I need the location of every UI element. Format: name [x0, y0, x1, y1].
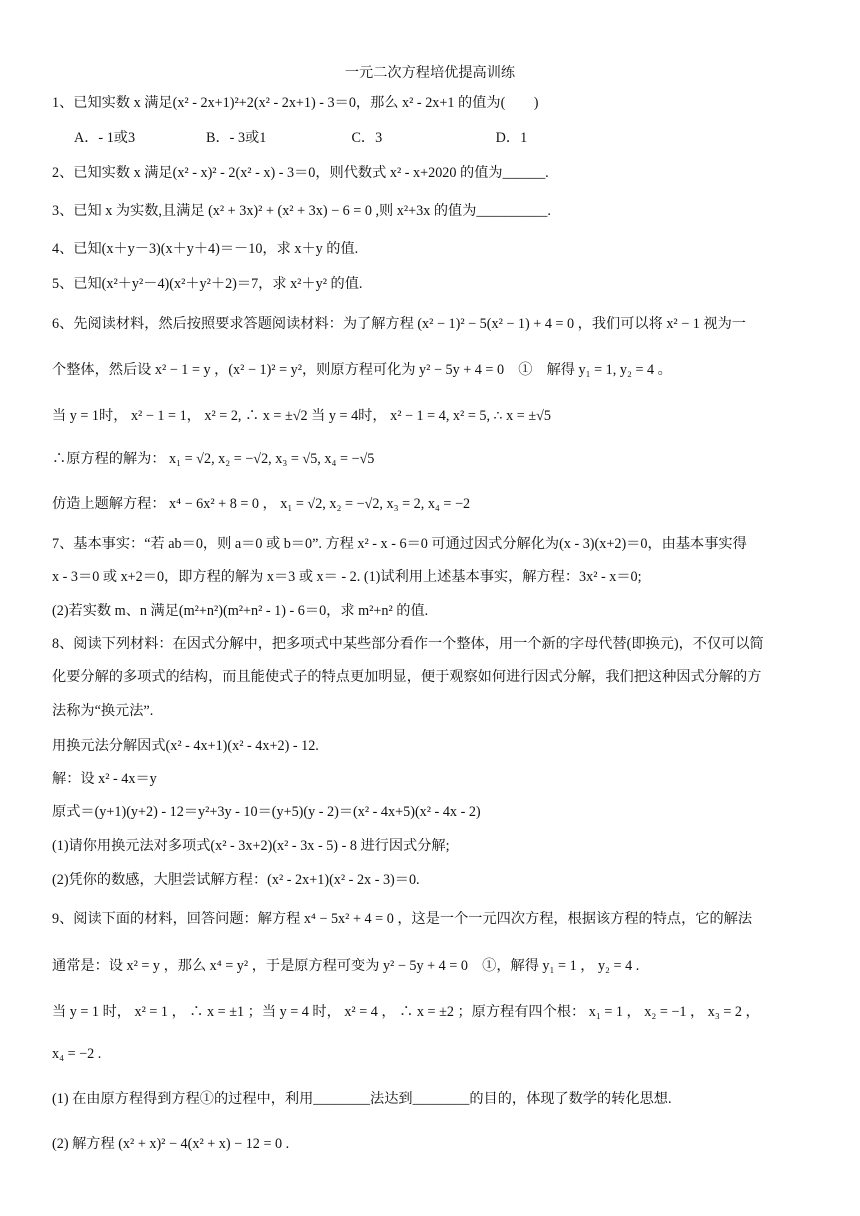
question-8-line-2: 化要分解的多项式的结构，而且能使式子的特点更加明显，便于观察如何进行因式分解，我们把这种因式分解的方 — [52, 669, 762, 685]
question-1-options: A．- 1或3 B．- 3或1 C．3 D．1 — [74, 130, 528, 146]
question-9-line-1: 9、阅读下面的材料，回答问题：解方程 x⁴ − 5x² + 4 = 0 ，这是一个一元四次方程，根据该方程的特点，它的解法 — [52, 911, 753, 927]
question-6-line-4: ∴原方程的解为： x₁ = √2, x₂ = −√2, x₃ = √5, x₄ = −√5 — [52, 451, 375, 467]
question-4: 4、已知(x＋y－3)(x＋y＋4)＝－10，求 x＋y 的值. — [52, 241, 359, 257]
question-9-line-4: x₄ = −2 . — [52, 1046, 102, 1062]
question-7-line-2: x - 3＝0 或 x+2＝0，即方程的解为 x＝3 或 x＝ - 2. (1)试利用上述基本事实，解方程：3x² - x＝0; — [52, 569, 642, 585]
question-9-line-3: 当 y = 1 时， x² = 1 ， ∴ x = ±1 ；当 y = 4 时， x² = 4 ， ∴ x = ±2 ；原方程有四个根： x₁ = 1 ， x₂ = −1 ， x₃ = 2 ， — [52, 1004, 760, 1020]
question-7-line-1: 7、基本事实：“若 ab＝0，则 a＝0 或 b＝0”. 方程 x² - x - 6＝0 可通过因式分解化为(x - 3)(x+2)＝0，由基本事实得 — [52, 536, 747, 552]
question-9-line-2: 通常是：设 x² = y ，那么 x⁴ = y² ，于是原方程可变为 y² − 5y + 4 = 0 ①，解得 y₁ = 1 ， y₂ = 4 . — [52, 958, 640, 974]
question-8-line-6: 原式＝(y+1)(y+2) - 12＝y²+3y - 10＝(y+5)(y - 2)＝(x² - 4x+5)(x² - 4x - 2) — [52, 804, 481, 820]
question-6-line-1: 6、先阅读材料，然后按照要求答题阅读材料：为了解方程 (x² − 1)² − 5(x² − 1) + 4 = 0 ，我们可以将 x² − 1 视为一 — [52, 316, 746, 332]
question-6-line-3: 当 y = 1时， x² − 1 = 1， x² = 2, ∴ x = ±√2 当 y = 4时， x² − 1 = 4, x² = 5, ∴ x = ±√5 — [52, 408, 551, 424]
question-5: 5、已知(x²＋y²－4)(x²＋y²＋2)＝7，求 x²＋y² 的值. — [52, 276, 363, 292]
question-9-part-2: (2) 解方程 (x² + x)² − 4(x² + x) − 12 = 0 . — [52, 1136, 290, 1152]
question-8-line-1: 8、阅读下列材料：在因式分解中，把多项式中某些部分看作一个整体，用一个新的字母代替(即换元)，不仅可以简 — [52, 636, 764, 652]
question-6-line-5: 仿造上题解方程： x⁴ − 6x² + 8 = 0 ， x₁ = √2, x₂ = −√2, x₃ = 2, x₄ = −2 — [52, 496, 471, 512]
question-2: 2、已知实数 x 满足(x² - x)² - 2(x² - x) - 3＝0，则代数式 x² - x+2020 的值为______. — [52, 165, 549, 181]
question-8-line-5: 解：设 x² - 4x＝y — [52, 771, 157, 787]
question-1: 1、已知实数 x 满足(x² - 2x+1)²+2(x² - 2x+1) - 3＝0，那么 x² - 2x+1 的值为( ) — [52, 95, 539, 111]
question-8-line-4: 用换元法分解因式(x² - 4x+1)(x² - 4x+2) - 12. — [52, 738, 319, 754]
page-title: 一元二次方程培优提高训练 — [344, 65, 516, 81]
question-8-line-7: (1)请你用换元法对多项式(x² - 3x+2)(x² - 3x - 5) - 8 进行因式分解; — [52, 838, 450, 854]
question-7-line-3: (2)若实数 m、n 满足(m²+n²)(m²+n² - 1) - 6＝0，求 m²+n² 的值. — [52, 603, 429, 619]
question-8-line-3: 法称为“换元法”. — [52, 703, 154, 719]
question-6-line-2: 个整体，然后设 x² − 1 = y ，(x² − 1)² = y²，则原方程可化为 y² − 5y + 4 = 0 ① 解得 y₁ = 1, y₂ = 4 。 — [52, 362, 672, 378]
question-3: 3、已知 x 为实数,且满足 (x² + 3x)² + (x² + 3x) − 6 = 0 ,则 x²+3x 的值为__________. — [52, 203, 551, 219]
question-8-line-8: (2)凭你的数感，大胆尝试解方程：(x² - 2x+1)(x² - 2x - 3)＝0. — [52, 872, 420, 888]
question-9-part-1: (1) 在由原方程得到方程①的过程中，利用________法达到________的目的，体现了数学的转化思想. — [52, 1091, 672, 1107]
